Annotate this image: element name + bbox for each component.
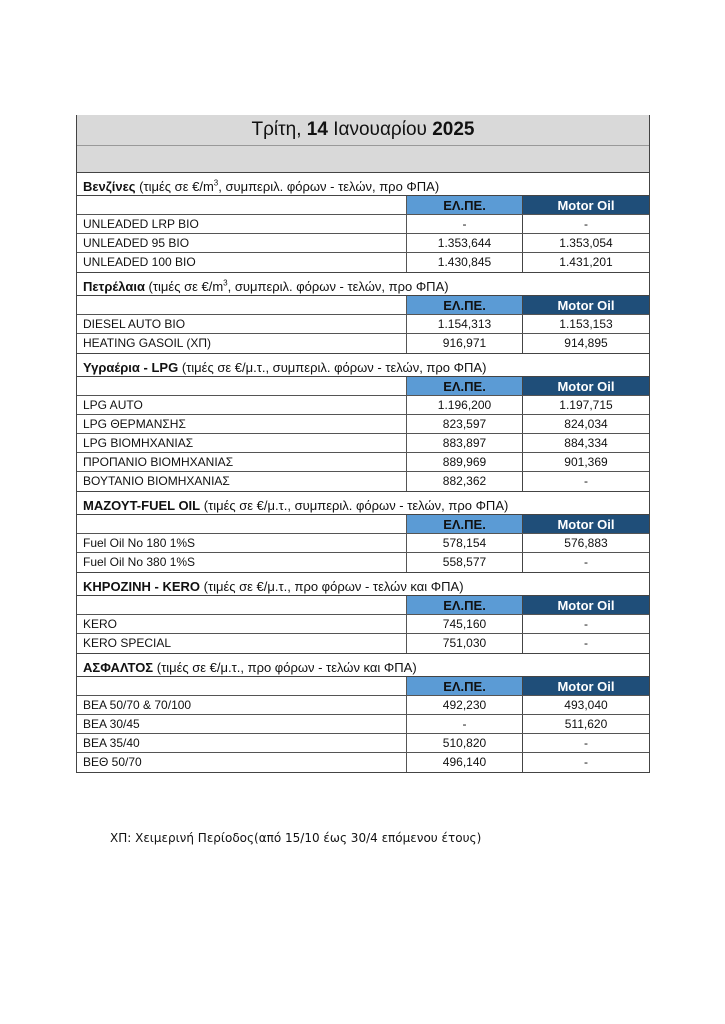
section-name: Πετρέλαια [83, 279, 145, 294]
section-name: ΑΣΦΑΛΤΟΣ [83, 660, 154, 675]
table-row [77, 415, 649, 434]
motor-oil-price: 824,034 [564, 417, 608, 431]
footnote: ΧΠ: Χειμερινή Περίοδος(από 15/10 έως 30/4 επόμενου έτους) [110, 831, 482, 845]
elpe-price: 883,897 [407, 434, 523, 452]
product-name: ΒΕΑ 35/40 [77, 734, 407, 752]
motor-oil-price: 1.431,201 [559, 255, 613, 269]
elpe-price: 1.353,644 [407, 234, 523, 252]
product-name: LPG ΘΕΡΜΑΝΣΗΣ [77, 415, 407, 433]
elpe-header: ΕΛ.ΠΕ. [407, 296, 523, 314]
motor-oil-price: - [584, 474, 588, 488]
section-note-tail: , συμπεριλ. φόρων - τελών, προ ΦΠΑ) [218, 179, 440, 194]
elpe-price: 578,154 [407, 534, 523, 552]
motor-oil-price: 1.197,715 [559, 398, 613, 412]
column-header-row [77, 377, 649, 396]
product-name: LPG AUTO [77, 396, 407, 414]
elpe-price: 751,030 [407, 634, 523, 653]
section-note: (τιμές σε €/μ.τ., προ φόρων - τελών και ΦΠΑ) [200, 579, 464, 594]
section-note: (τιμές σε €/μ.τ., συμπεριλ. φόρων - τελών, προ ΦΠΑ) [200, 498, 509, 513]
motor-oil-price: - [584, 736, 588, 750]
elpe-header: ΕΛ.ΠΕ. [407, 377, 523, 395]
product-name: ΒΕΘ 50/70 [77, 753, 407, 772]
product-name: Fuel Oil No 180 1%S [77, 534, 407, 552]
elpe-header: ΕΛ.ΠΕ. [407, 677, 523, 695]
price-table [76, 115, 650, 773]
product-header-cell [77, 196, 407, 214]
elpe-price: 558,577 [407, 553, 523, 572]
unit-superscript: 3 [223, 278, 228, 288]
section-title [77, 173, 649, 196]
product-name: UNLEADED 95 BIO [77, 234, 407, 252]
column-header-row [77, 196, 649, 215]
motor-oil-header: Motor Oil [523, 515, 649, 533]
section-name: Βενζίνες [83, 179, 136, 194]
title-date: 14 [306, 119, 328, 140]
product-name: KERO SPECIAL [77, 634, 407, 653]
product-name: UNLEADED 100 BIO [77, 253, 407, 272]
motor-oil-header: Motor Oil [523, 596, 649, 614]
elpe-price: 745,160 [407, 615, 523, 633]
unit-superscript: 3 [213, 178, 219, 188]
section-name: ΜΑΖΟΥΤ-FUEL OIL [83, 498, 201, 513]
elpe-price: 510,820 [407, 734, 523, 752]
section-title [77, 654, 649, 677]
motor-oil-price: 914,895 [564, 336, 608, 350]
elpe-price: 889,969 [407, 453, 523, 471]
elpe-price: 882,362 [407, 472, 523, 491]
motor-oil-price: 1.353,054 [559, 236, 613, 250]
table-row [77, 434, 649, 453]
section-title [77, 273, 649, 296]
motor-oil-price: 493,040 [564, 698, 608, 712]
table-row [77, 472, 649, 491]
motor-oil-price: 901,369 [564, 455, 608, 469]
price-section [77, 572, 649, 653]
table-row [77, 734, 649, 753]
table-row [77, 215, 649, 234]
price-section [77, 272, 649, 353]
title-day: Τρίτη, [251, 119, 302, 140]
table-row [77, 696, 649, 715]
price-section [77, 653, 649, 772]
motor-oil-price: - [584, 555, 588, 569]
product-name: ΒΕΑ 50/70 & 70/100 [77, 696, 407, 714]
elpe-header: ΕΛ.ΠΕ. [407, 196, 523, 214]
motor-oil-header: Motor Oil [523, 377, 649, 395]
product-name: DIESEL AUTO BIO [77, 315, 407, 333]
elpe-price: 823,597 [407, 415, 523, 433]
product-header-cell [77, 596, 407, 614]
table-row [77, 534, 649, 553]
section-note: (τιμές σε €/m [135, 179, 214, 194]
elpe-price: 1.430,845 [407, 253, 523, 272]
motor-oil-price: - [584, 617, 588, 631]
elpe-price: - [407, 715, 523, 733]
elpe-price: 1.196,200 [407, 396, 523, 414]
title-month: Ιανουαρίου [333, 119, 427, 140]
product-name: HEATING GASOIL (ΧΠ) [77, 334, 407, 353]
motor-oil-price: 511,620 [564, 717, 608, 731]
section-name: ΚΗΡΟΖΙΝΗ - KERO [83, 579, 200, 594]
motor-oil-header: Motor Oil [523, 677, 649, 695]
section-title [77, 492, 649, 515]
column-header-row [77, 677, 649, 696]
elpe-header: ΕΛ.ΠΕ. [407, 515, 523, 533]
table-row [77, 634, 649, 653]
elpe-price: 916,971 [407, 334, 523, 353]
motor-oil-price: - [584, 755, 588, 769]
price-section [77, 353, 649, 491]
table-row [77, 253, 649, 272]
product-name: ΠΡΟΠΑΝΙΟ ΒΙΟΜΗΧΑΝΙΑΣ [77, 453, 407, 471]
price-section [77, 491, 649, 572]
motor-oil-price: 884,334 [564, 436, 608, 450]
column-header-row [77, 296, 649, 315]
product-header-cell [77, 515, 407, 533]
price-section [77, 173, 649, 272]
product-header-cell [77, 677, 407, 695]
product-name: LPG ΒΙΟΜΗΧΑΝΙΑΣ [77, 434, 407, 452]
section-title [77, 354, 649, 377]
motor-oil-header: Motor Oil [523, 196, 649, 214]
table-row [77, 396, 649, 415]
column-header-row [77, 596, 649, 615]
elpe-price: 496,140 [407, 753, 523, 772]
table-row [77, 615, 649, 634]
section-note: (τιμές σε €/m [144, 279, 224, 294]
table-row [77, 315, 649, 334]
product-header-cell [77, 377, 407, 395]
table-row [77, 753, 649, 772]
section-note: (τιμές σε €/μ.τ., συμπεριλ. φόρων - τελών, προ ΦΠΑ) [178, 360, 487, 375]
section-title [77, 573, 649, 596]
title-year: 2025 [432, 119, 475, 140]
motor-oil-price: - [584, 636, 588, 650]
table-row [77, 334, 649, 353]
section-name: Υγραέρια - LPG [83, 360, 179, 375]
motor-oil-price: 1.153,153 [559, 317, 613, 331]
product-name: ΒΕΑ 30/45 [77, 715, 407, 733]
elpe-price: 1.154,313 [407, 315, 523, 333]
motor-oil-price: - [584, 217, 588, 231]
table-row [77, 453, 649, 472]
table-row [77, 715, 649, 734]
elpe-header: ΕΛ.ΠΕ. [407, 596, 523, 614]
section-note-tail: , συμπεριλ. φόρων - τελών, προ ΦΠΑ) [227, 279, 449, 294]
product-name: Fuel Oil No 380 1%S [77, 553, 407, 572]
product-name: UNLEADED LRP BIO [77, 215, 407, 233]
product-header-cell [77, 296, 407, 314]
product-name: KERO [77, 615, 407, 633]
section-note: (τιμές σε €/μ.τ., προ φόρων - τελών και ΦΠΑ) [153, 660, 417, 675]
product-name: ΒΟΥΤΑΝΙΟ ΒΙΟΜΗΧΑΝΙΑΣ [77, 472, 407, 491]
column-header-row [77, 515, 649, 534]
spacer-row [77, 146, 649, 173]
table-row [77, 234, 649, 253]
elpe-price: - [407, 215, 523, 233]
motor-oil-header: Motor Oil [523, 296, 649, 314]
motor-oil-price: 576,883 [564, 536, 608, 550]
elpe-price: 492,230 [407, 696, 523, 714]
table-row [77, 553, 649, 572]
page-title [77, 115, 649, 146]
